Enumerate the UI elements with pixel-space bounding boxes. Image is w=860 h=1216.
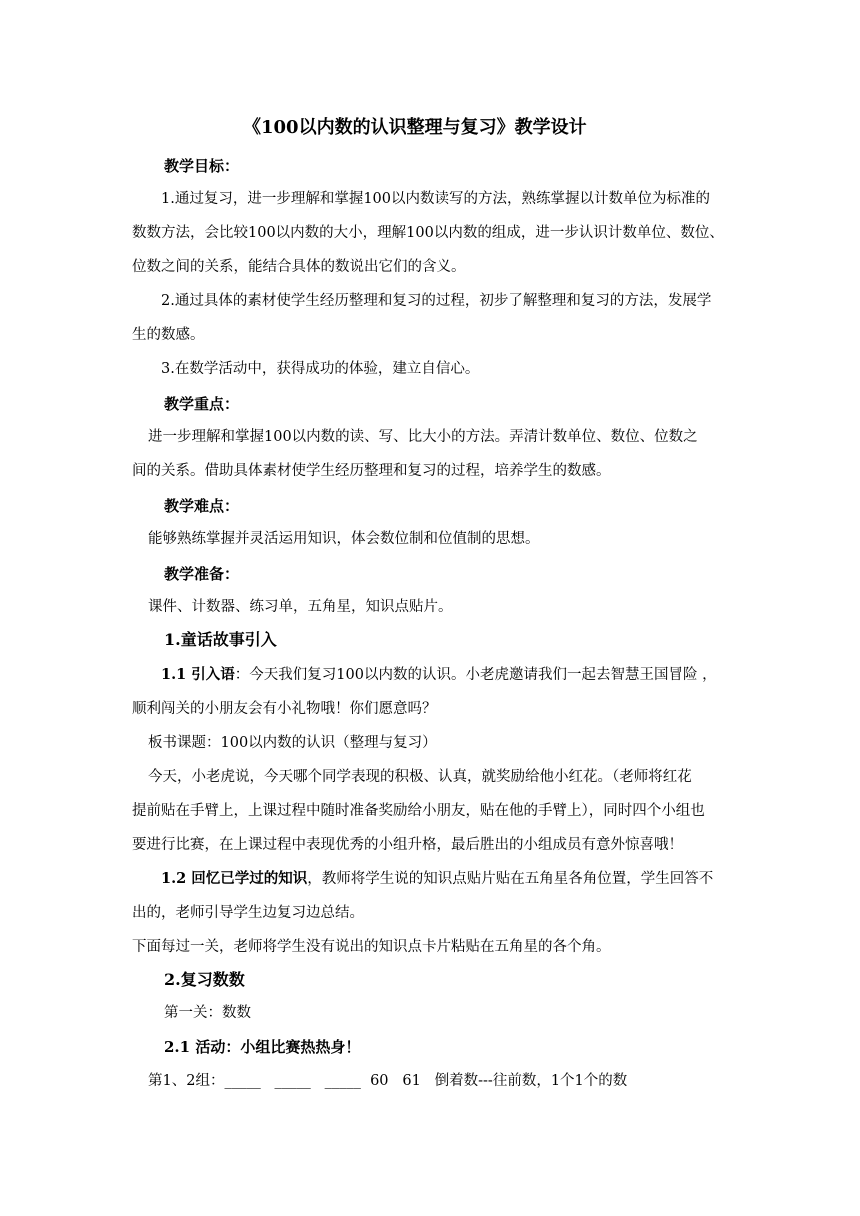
goal-1-line-1: 1.通过复习，进一步理解和掌握100以内数读写的方法，熟练掌握以计数单位为标准的 <box>161 191 711 207</box>
story-line-2: 提前贴在手臂上，上课过程中随时准备奖励给小朋友，贴在他的手臂上），同时四个小组也 <box>132 803 705 819</box>
goal-1-line-2: 数数方法，会比较100以内数的大小，理解100以内数的组成，进一步认识计数单位、数位、 <box>132 225 724 241</box>
section-1-1-label: 1.1 引入语 <box>161 666 235 683</box>
section-1-heading: 1.童话故事引入 <box>164 630 277 649</box>
section-2-1-heading: 2.1 活动：小组比赛热热身！ <box>164 1038 361 1056</box>
story-line-1: 今天，小老虎说，今天哪个同学表现的积极、认真，就奖励给他小红花。（老师将红花 <box>148 769 692 785</box>
key-points-heading: 教学重点： <box>164 395 240 413</box>
section-1-2-text: ，教师将学生说的知识点贴片贴在五角星各角位置，学生回答不 <box>307 871 714 887</box>
difficulty-text: 能够熟练掌握并灵活运用知识，体会数位制和位值制的思想。 <box>148 531 540 547</box>
board-title: 板书课题：100以内数的认识（整理与复习） <box>148 735 437 751</box>
goals-heading: 教学目标： <box>164 157 240 175</box>
document-title: 《100以内数的认识整理与复习》教学设计 <box>243 117 587 138</box>
difficulty-heading: 教学难点： <box>164 497 240 515</box>
groups-1-2-exercise: 第1、2组：_____ _____ _____ 60 61 倒着数---往前数，1个1个的数 <box>148 1073 628 1089</box>
preparation-heading: 教学准备： <box>164 565 240 583</box>
next-level-note: 下面每过一关，老师将学生没有说出的知识点卡片粘贴在五角星的各个角。 <box>132 939 611 955</box>
section-1-1-line-2: 顺利闯关的小朋友会有小礼物哦！你们愿意吗？ <box>132 701 437 717</box>
key-points-line-1: 进一步理解和掌握100以内数的读、写、比大小的方法。弄清计数单位、数位、位数之 <box>148 429 698 445</box>
section-1-1-text: ：今天我们复习100以内数的认识。小老虎邀请我们一起去智慧王国冒险 ， <box>234 667 717 683</box>
goal-2-line-1: 2.通过具体的素材使学生经历整理和复习的过程，初步了解整理和复习的方法，发展学 <box>161 293 712 309</box>
story-line-3: 要进行比赛，在上课过程中表现优秀的小组升格，最后胜出的小组成员有意外惊喜哦！ <box>132 837 683 853</box>
goal-1-line-3: 位数之间的关系，能结合具体的数说出它们的含义。 <box>132 259 466 275</box>
section-1-2-line-2: 出的，老师引导学生边复习边总结。 <box>132 905 364 921</box>
section-1-2-line-1 <box>161 869 713 889</box>
section-2-heading: 2.复习数数 <box>164 970 245 989</box>
preparation-text: 课件、计数器、练习单，五角星，知识点贴片。 <box>148 599 453 615</box>
section-1-2-label: 1.2 回忆已学过的知识 <box>161 870 308 887</box>
goal-3: 3.在数学活动中，获得成功的体验，建立自信心。 <box>161 361 480 377</box>
section-1-1-line-1 <box>161 665 717 685</box>
key-points-line-2: 间的关系。借助具体素材使学生经历整理和复习的过程，培养学生的数感。 <box>132 463 611 479</box>
goal-2-line-2: 生的数感。 <box>132 327 205 343</box>
level-1-title: 第一关：数数 <box>164 1005 251 1021</box>
